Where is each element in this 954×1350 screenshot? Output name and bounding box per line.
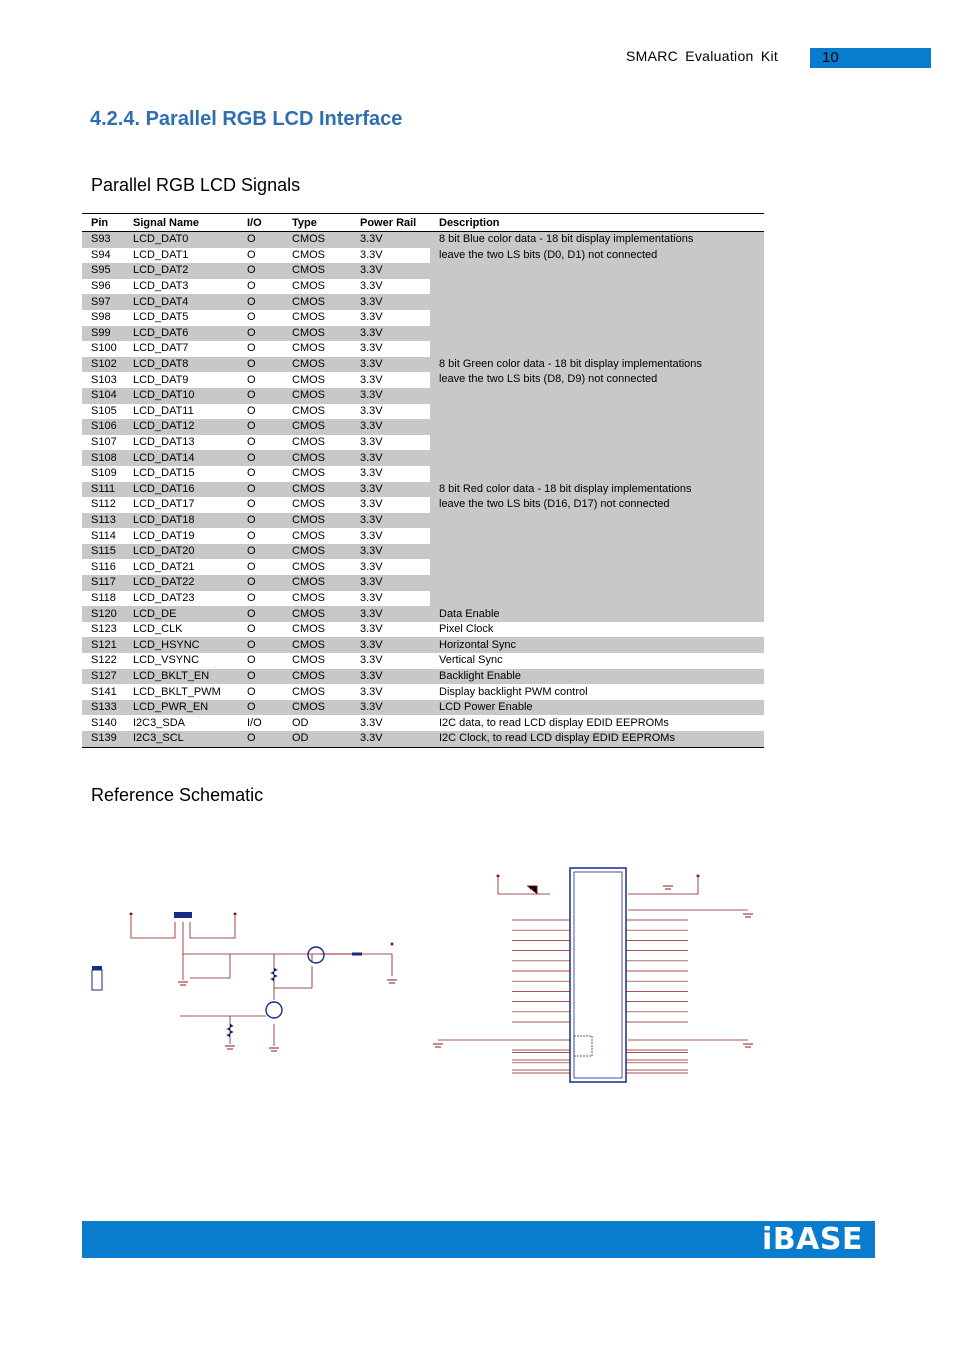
io-cell: O: [238, 637, 283, 653]
footer-bar: [82, 1221, 875, 1258]
power-rail-cell: 3.3V: [351, 482, 430, 498]
pin-cell: S98: [91, 311, 111, 324]
io-cell: O: [247, 373, 256, 386]
description-cell: Horizontal Sync: [430, 637, 764, 653]
pin-cell: S93: [82, 232, 124, 248]
pin-cell: S133: [82, 700, 124, 716]
pin-cell: S116: [91, 560, 116, 573]
group-description-line: leave the two LS bits (D8, D9) not connected: [439, 373, 658, 386]
pin-cell: S123: [91, 623, 117, 636]
ground-symbols: [178, 886, 753, 1051]
pin-cell: S95: [82, 263, 124, 279]
type-cell: CMOS: [283, 326, 351, 342]
group-description-line: 8 bit Blue color data - 18 bit display implementations: [439, 233, 694, 245]
pin-cell: S111: [82, 482, 124, 498]
schematic-heading: Reference Schematic: [91, 785, 264, 805]
power-rail-cell: 3.3V: [360, 436, 383, 449]
power-rail-cell: 3.3V: [351, 419, 430, 435]
type-cell: CMOS: [292, 342, 325, 355]
power-rail-cell: 3.3V: [360, 280, 383, 293]
signal-name-cell: LCD_DAT12: [124, 419, 238, 435]
signal-name-cell: LCD_DAT6: [124, 326, 238, 342]
section-heading: 4.2.4. Parallel RGB LCD Interface: [90, 108, 403, 130]
description-cell: Backlight Enable: [430, 669, 764, 685]
column-header-pin: Pin: [82, 214, 124, 232]
power-rail-cell: 3.3V: [360, 404, 383, 417]
type-cell: CMOS: [292, 373, 325, 386]
power-rail-cell: 3.3V: [360, 591, 383, 604]
column-header-io: I/O: [238, 214, 283, 232]
group-description-cell: [430, 357, 764, 482]
column-header-type: Type: [283, 214, 351, 232]
power-flags: [130, 875, 700, 946]
signal-name-cell: LCD_HSYNC: [124, 637, 238, 653]
pin-cell: S127: [82, 669, 124, 685]
io-cell: O: [238, 575, 283, 591]
power-rail-cell: 3.3V: [351, 357, 430, 373]
type-cell: OD: [283, 731, 351, 747]
description-cell: LCD Power Enable: [430, 700, 764, 716]
signal-name-cell: LCD_VSYNC: [133, 654, 200, 667]
type-cell: CMOS: [283, 482, 351, 498]
signals-table: [82, 213, 764, 748]
signal-name-cell: LCD_DAT19: [133, 529, 195, 542]
type-cell: CMOS: [292, 467, 325, 480]
power-rail-cell: 3.3V: [360, 342, 383, 355]
document-title: SMARC Evaluation Kit: [626, 48, 779, 64]
signal-name-cell: LCD_DAT1: [133, 248, 189, 261]
power-rail-cell: 3.3V: [360, 623, 383, 636]
io-cell: O: [238, 357, 283, 373]
description-cell: Pixel Clock: [439, 623, 494, 636]
power-rail-cell: 3.3V: [351, 731, 430, 747]
description-cell: Display backlight PWM control: [439, 685, 588, 698]
io-cell: O: [247, 685, 256, 698]
pin-cell: S106: [82, 419, 124, 435]
pin-cell: S141: [91, 685, 117, 698]
pin-cell: S121: [82, 637, 124, 653]
resistors: [227, 954, 362, 1037]
type-cell: CMOS: [283, 294, 351, 310]
signal-name-cell: LCD_DAT13: [133, 436, 195, 449]
column-header-power-rail: Power Rail: [351, 214, 430, 232]
ibase-logo: iBASE: [762, 1222, 863, 1257]
signal-name-cell: LCD_DAT3: [133, 280, 189, 293]
io-cell: O: [247, 529, 256, 542]
table-row: [82, 700, 764, 716]
pin-cell: S122: [91, 654, 117, 667]
group-description-line: leave the two LS bits (D16, D17) not connected: [439, 498, 670, 511]
signal-name-cell: LCD_DAT18: [124, 513, 238, 529]
page-number-box: [810, 48, 931, 68]
io-cell: O: [247, 591, 256, 604]
signal-name-cell: LCD_DAT17: [133, 498, 195, 511]
type-cell: CMOS: [283, 388, 351, 404]
io-cell: O: [238, 419, 283, 435]
type-cell: CMOS: [292, 654, 325, 667]
group-description-line: 8 bit Red color data - 18 bit display implementations: [439, 482, 692, 495]
io-cell: I/O: [247, 716, 262, 729]
power-rail-cell: 3.3V: [351, 294, 430, 310]
power-rail-cell: 3.3V: [360, 716, 383, 729]
power-rail-cell: 3.3V: [360, 560, 383, 573]
table-row: [82, 606, 764, 622]
signal-name-cell: LCD_DAT5: [133, 311, 189, 324]
type-cell: CMOS: [292, 498, 325, 511]
pin-cell: S104: [82, 388, 124, 404]
type-cell: CMOS: [292, 436, 325, 449]
power-rail-cell: 3.3V: [351, 669, 430, 685]
pin-cell: S105: [91, 404, 117, 417]
pin-cell: S109: [91, 467, 117, 480]
pin-cell: S108: [82, 450, 124, 466]
io-cell: O: [238, 326, 283, 342]
pin-cell: S117: [82, 575, 124, 591]
column-header-signal-name: Signal Name: [124, 214, 238, 232]
power-rail-cell: 3.3V: [360, 654, 383, 667]
component-blocks: [92, 912, 192, 970]
pin-cell: S100: [91, 342, 117, 355]
power-rail-cell: 3.3V: [351, 637, 430, 653]
table-row: [82, 653, 764, 669]
power-rail-cell: 3.3V: [360, 248, 383, 261]
io-cell: O: [238, 544, 283, 560]
type-cell: CMOS: [283, 637, 351, 653]
table-row: [82, 482, 764, 498]
io-cell: O: [238, 263, 283, 279]
pin-cell: S97: [82, 294, 124, 310]
connector-small: [92, 970, 102, 990]
io-cell: O: [247, 280, 256, 293]
type-cell: CMOS: [283, 419, 351, 435]
power-rail-cell: 3.3V: [351, 575, 430, 591]
signal-name-cell: LCD_DAT10: [124, 388, 238, 404]
power-rail-cell: 3.3V: [360, 498, 383, 511]
type-cell: CMOS: [292, 311, 325, 324]
io-cell: O: [247, 311, 256, 324]
io-cell: O: [247, 436, 256, 449]
pin-cell: S103: [91, 373, 117, 386]
io-cell: O: [238, 232, 283, 248]
page-number: 10: [822, 49, 839, 66]
signal-name-cell: LCD_DAT16: [124, 482, 238, 498]
signal-name-cell: LCD_DAT4: [124, 294, 238, 310]
table-row: [82, 731, 764, 747]
io-cell: O: [238, 482, 283, 498]
signal-name-cell: LCD_DAT0: [124, 232, 238, 248]
power-rail-cell: 3.3V: [351, 450, 430, 466]
signal-name-cell: LCD_DAT2: [124, 263, 238, 279]
io-cell: O: [247, 498, 256, 511]
io-cell: O: [238, 388, 283, 404]
table-row: [82, 622, 764, 638]
signal-name-cell: LCD_CLK: [133, 623, 183, 636]
connector-pin-lines: [512, 920, 688, 1073]
pin-cell: S113: [82, 513, 124, 529]
table-row: [82, 637, 764, 653]
pin-cell: S94: [91, 248, 111, 261]
pin-cell: S115: [82, 544, 124, 560]
signal-name-cell: LCD_DAT23: [133, 591, 195, 604]
signal-name-cell: LCD_BKLT_EN: [124, 669, 238, 685]
power-rail-cell: 3.3V: [351, 326, 430, 342]
type-cell: CMOS: [292, 280, 325, 293]
signal-name-cell: LCD_DAT15: [133, 467, 195, 480]
io-cell: O: [238, 606, 283, 622]
reference-schematic: [80, 850, 780, 1090]
power-rail-cell: 3.3V: [351, 263, 430, 279]
io-cell: O: [247, 342, 256, 355]
power-rail-cell: 3.3V: [351, 513, 430, 529]
io-cell: O: [247, 467, 256, 480]
type-cell: CMOS: [283, 544, 351, 560]
signal-name-cell: LCD_DAT14: [124, 450, 238, 466]
io-cell: O: [238, 669, 283, 685]
pin-cell: S139: [82, 731, 124, 747]
io-cell: O: [238, 731, 283, 747]
power-rail-cell: 3.3V: [351, 700, 430, 716]
table-row: [82, 715, 764, 731]
io-cell: O: [247, 623, 256, 636]
power-rail-cell: 3.3V: [360, 529, 383, 542]
table-row: [82, 669, 764, 685]
signal-name-cell: LCD_DAT11: [133, 404, 194, 417]
schematic-wires: [131, 878, 748, 1046]
power-rail-cell: 3.3V: [351, 544, 430, 560]
description-cell: I2C Clock, to read LCD display EDID EEPROMs: [430, 731, 764, 747]
type-cell: CMOS: [283, 606, 351, 622]
io-cell: O: [247, 248, 256, 261]
io-cell: O: [247, 560, 256, 573]
table-row: [82, 357, 764, 373]
description-cell: Vertical Sync: [439, 654, 503, 667]
power-rail-cell: 3.3V: [351, 606, 430, 622]
signal-name-cell: I2C3_SCL: [124, 731, 238, 747]
type-cell: CMOS: [292, 404, 325, 417]
type-cell: CMOS: [283, 263, 351, 279]
signal-name-cell: LCD_DAT9: [133, 373, 189, 386]
type-cell: CMOS: [292, 685, 325, 698]
pin-cell: S102: [82, 357, 124, 373]
description-cell: Data Enable: [430, 606, 764, 622]
signal-name-cell: LCD_DAT20: [124, 544, 238, 560]
main-connector: [570, 868, 626, 1082]
type-cell: CMOS: [292, 560, 325, 573]
description-cell: I2C data, to read LCD display EDID EEPROMs: [439, 716, 669, 729]
signal-name-cell: LCD_DAT22: [124, 575, 238, 591]
group-description-cell: [430, 232, 764, 357]
io-cell: O: [238, 294, 283, 310]
io-cell: O: [238, 450, 283, 466]
type-cell: OD: [292, 716, 309, 729]
pin-cell: S120: [82, 606, 124, 622]
power-rail-cell: 3.3V: [351, 232, 430, 248]
group-description-line: 8 bit Green color data - 18 bit display implementations: [439, 357, 702, 370]
power-rail-cell: 3.3V: [360, 373, 383, 386]
power-rail-cell: 3.3V: [360, 311, 383, 324]
signal-name-cell: LCD_DAT7: [133, 342, 189, 355]
type-cell: CMOS: [292, 248, 325, 261]
signal-name-cell: LCD_DE: [124, 606, 238, 622]
power-rail-cell: 3.3V: [351, 388, 430, 404]
group-description-cell: [430, 482, 764, 607]
signal-name-cell: LCD_BKLT_PWM: [133, 685, 221, 698]
type-cell: CMOS: [292, 529, 325, 542]
signal-name-cell: LCD_DAT21: [133, 560, 195, 573]
type-cell: CMOS: [283, 575, 351, 591]
column-header-description: Description: [430, 214, 764, 232]
transistors: [266, 947, 324, 1018]
pin-cell: S114: [91, 529, 116, 542]
pin-cell: S112: [91, 498, 116, 511]
signals-heading: Parallel RGB LCD Signals: [91, 175, 301, 195]
type-cell: CMOS: [283, 669, 351, 685]
type-cell: CMOS: [283, 450, 351, 466]
io-cell: O: [238, 700, 283, 716]
type-cell: CMOS: [292, 623, 325, 636]
table-header-row: [82, 214, 764, 232]
type-cell: CMOS: [292, 591, 325, 604]
table-row: [82, 232, 764, 248]
pin-cell: S118: [91, 591, 116, 604]
group-description-line: leave the two LS bits (D0, D1) not connected: [439, 248, 658, 261]
pin-cell: S140: [91, 716, 117, 729]
type-cell: CMOS: [283, 357, 351, 373]
table-row: [82, 684, 764, 700]
signal-name-cell: I2C3_SDA: [133, 716, 185, 729]
pin-cell: S99: [82, 326, 124, 342]
io-cell: O: [247, 404, 256, 417]
io-cell: O: [238, 513, 283, 529]
power-rail-cell: 3.3V: [360, 467, 383, 480]
type-cell: CMOS: [283, 513, 351, 529]
io-cell: O: [247, 654, 256, 667]
signal-name-cell: LCD_DAT8: [124, 357, 238, 373]
pin-cell: S107: [91, 436, 117, 449]
signals-table-body: [82, 232, 764, 748]
signal-name-cell: LCD_PWR_EN: [124, 700, 238, 716]
type-cell: CMOS: [283, 700, 351, 716]
power-rail-cell: 3.3V: [360, 685, 383, 698]
pin-cell: S96: [91, 280, 111, 293]
type-cell: CMOS: [283, 232, 351, 248]
